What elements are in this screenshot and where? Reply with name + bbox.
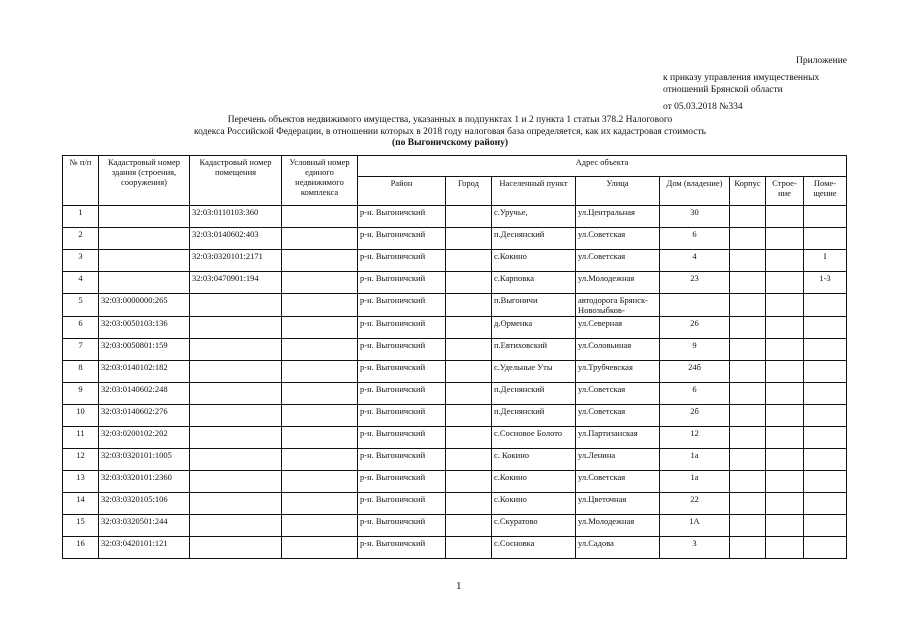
pomeshchenie-cell [804, 537, 847, 559]
settlement-cell: с.Скуратово [492, 515, 576, 537]
stroenie-cell [766, 449, 804, 471]
street-cell: ул.Советская [576, 383, 660, 405]
table-row [63, 537, 847, 559]
district-cell: р-н. Выгоничский [358, 294, 446, 317]
district-cell: р-н. Выгоничский [358, 427, 446, 449]
table-row [63, 515, 847, 537]
table-row [63, 228, 847, 250]
district-cell: р-н. Выгоничский [358, 250, 446, 272]
settlement-cell: с.Кокино [492, 471, 576, 493]
house-cell: 1а [660, 471, 730, 493]
row-number: 12 [63, 449, 99, 471]
cad-room-cell [190, 405, 282, 427]
stroenie-cell [766, 272, 804, 294]
row-number: 7 [63, 339, 99, 361]
cad-building-cell: 32:03:0320105:106 [99, 493, 190, 515]
district-cell: р-н. Выгоничский [358, 228, 446, 250]
cond-num-cell [282, 493, 358, 515]
city-cell [446, 449, 492, 471]
table-row [63, 383, 847, 405]
korpus-cell [730, 471, 766, 493]
cad-building-cell: 32:03:0200102:202 [99, 427, 190, 449]
pomeshchenie-cell [804, 206, 847, 228]
header-row [63, 156, 847, 177]
col-city: Город [446, 177, 492, 206]
cad-building-cell: 32:03:0050103:136 [99, 317, 190, 339]
cad-room-cell [190, 294, 282, 317]
row-number: 1 [63, 206, 99, 228]
korpus-cell [730, 339, 766, 361]
order-date: от 05.03.2018 №334 [663, 102, 743, 112]
pomeshchenie-cell [804, 228, 847, 250]
cond-num-cell [282, 427, 358, 449]
stroenie-cell [766, 317, 804, 339]
row-number: 10 [63, 405, 99, 427]
cond-num-cell [282, 405, 358, 427]
cad-building-cell [99, 272, 190, 294]
stroenie-cell [766, 294, 804, 317]
korpus-cell [730, 361, 766, 383]
cad-building-cell [99, 250, 190, 272]
pomeshchenie-cell [804, 427, 847, 449]
table-row [63, 493, 847, 515]
table-row [63, 250, 847, 272]
house-cell: 2б [660, 405, 730, 427]
district-cell: р-н. Выгоничский [358, 206, 446, 228]
cond-num-cell [282, 250, 358, 272]
cond-num-cell [282, 228, 358, 250]
korpus-cell [730, 228, 766, 250]
col-settlement: Населенный пункт [492, 177, 576, 206]
korpus-cell [730, 294, 766, 317]
pomeshchenie-cell [804, 515, 847, 537]
city-cell [446, 294, 492, 317]
korpus-cell [730, 427, 766, 449]
cad-room-cell [190, 383, 282, 405]
cond-num-cell [282, 449, 358, 471]
korpus-cell [730, 206, 766, 228]
settlement-cell: с.Удельные Уты [492, 361, 576, 383]
district-cell: р-н. Выгоничский [358, 405, 446, 427]
pomeshchenie-cell [804, 294, 847, 317]
street-cell: ул.Советская [576, 250, 660, 272]
settlement-cell: с.Карповка [492, 272, 576, 294]
stroenie-cell [766, 405, 804, 427]
col-stroenie: Строе-ние [766, 177, 804, 206]
pomeshchenie-cell [804, 339, 847, 361]
row-number: 13 [63, 471, 99, 493]
col-house: Дом (владение) [660, 177, 730, 206]
stroenie-cell [766, 471, 804, 493]
table-row [63, 449, 847, 471]
house-cell: 6 [660, 228, 730, 250]
settlement-cell: д.Орменка [492, 317, 576, 339]
street-cell: ул.Советская [576, 405, 660, 427]
street-cell: ул.Центральная [576, 206, 660, 228]
settlement-cell: п.Деснянский [492, 228, 576, 250]
pomeshchenie-cell [804, 471, 847, 493]
table-row [63, 361, 847, 383]
col-pomeshchenie: Поме-щение [804, 177, 847, 206]
house-cell: 22 [660, 493, 730, 515]
street-cell: автодорога Брянск-Новозыбков- [576, 294, 660, 317]
house-cell: 9 [660, 339, 730, 361]
col-cad-room: Кадастровый номер помещения [190, 156, 282, 206]
pomeshchenie-cell [804, 449, 847, 471]
cond-num-cell [282, 383, 358, 405]
stroenie-cell [766, 383, 804, 405]
col-street: Улица [576, 177, 660, 206]
city-cell [446, 471, 492, 493]
district-cell: р-н. Выгоничский [358, 339, 446, 361]
cad-building-cell: 32:03:0050801:159 [99, 339, 190, 361]
district-cell: р-н. Выгоничский [358, 471, 446, 493]
cad-building-cell [99, 228, 190, 250]
settlement-cell: с.Сосновка [492, 537, 576, 559]
row-number: 14 [63, 493, 99, 515]
row-number: 16 [63, 537, 99, 559]
cad-building-cell: 32:03:0320101:1005 [99, 449, 190, 471]
city-cell [446, 405, 492, 427]
settlement-cell: п.Евтиховский [492, 339, 576, 361]
house-cell: 1А [660, 515, 730, 537]
korpus-cell [730, 383, 766, 405]
district-cell: р-н. Выгоничский [358, 383, 446, 405]
stroenie-cell [766, 515, 804, 537]
district-cell: р-н. Выгоничский [358, 515, 446, 537]
house-cell: 1а [660, 449, 730, 471]
cond-num-cell [282, 515, 358, 537]
cad-room-cell [190, 427, 282, 449]
table-row [63, 206, 847, 228]
house-cell: 23 [660, 272, 730, 294]
pomeshchenie-cell [804, 361, 847, 383]
korpus-cell [730, 515, 766, 537]
row-number: 2 [63, 228, 99, 250]
cond-num-cell [282, 206, 358, 228]
city-cell [446, 228, 492, 250]
house-cell [660, 294, 730, 317]
district-cell: р-н. Выгоничский [358, 361, 446, 383]
cond-num-cell [282, 471, 358, 493]
pomeshchenie-cell [804, 383, 847, 405]
settlement-cell: п.Выгоничи [492, 294, 576, 317]
street-cell: ул.Трубчевская [576, 361, 660, 383]
pomeshchenie-cell [804, 405, 847, 427]
row-number: 5 [63, 294, 99, 317]
table-row [63, 272, 847, 294]
house-cell: 26 [660, 317, 730, 339]
city-cell [446, 206, 492, 228]
city-cell [446, 317, 492, 339]
cad-room-cell [190, 449, 282, 471]
settlement-cell: п.Деснянский [492, 405, 576, 427]
district-cell: р-н. Выгоничский [358, 317, 446, 339]
cond-num-cell [282, 272, 358, 294]
cond-num-cell [282, 361, 358, 383]
house-cell: 30 [660, 206, 730, 228]
cad-room-cell [190, 317, 282, 339]
table-row [63, 427, 847, 449]
settlement-cell: с.Кокино [492, 250, 576, 272]
cad-building-cell: 32:03:0140602:248 [99, 383, 190, 405]
korpus-cell [730, 272, 766, 294]
col-address: Адрес объекта [358, 156, 847, 177]
pomeshchenie-cell: I [804, 250, 847, 272]
city-cell [446, 339, 492, 361]
row-number: 4 [63, 272, 99, 294]
page-number: 1 [456, 580, 462, 592]
street-cell: ул.Соловьиная [576, 339, 660, 361]
street-cell: ул.Советская [576, 471, 660, 493]
district-cell: р-н. Выгоничский [358, 272, 446, 294]
cad-building-cell: 32:03:0320501:244 [99, 515, 190, 537]
city-cell [446, 427, 492, 449]
street-cell: ул.Партизанская [576, 427, 660, 449]
korpus-cell [730, 250, 766, 272]
stroenie-cell [766, 206, 804, 228]
district-cell: р-н. Выгоничский [358, 493, 446, 515]
korpus-cell [730, 317, 766, 339]
cond-num-cell [282, 537, 358, 559]
city-cell [446, 493, 492, 515]
title-line-3: (по Выгоничскому району) [391, 138, 509, 148]
house-cell: 4 [660, 250, 730, 272]
cad-room-cell [190, 493, 282, 515]
pomeshchenie-cell: 1-3 [804, 272, 847, 294]
title-line-1: Перечень объектов недвижимого имущества, указанных в подпунктах 1 и 2 пункта 1 статьи 378.2 Налогового [227, 115, 673, 125]
cad-room-cell [190, 339, 282, 361]
col-cad-building: Кадастровый номер здания (строения, сооружения) [99, 156, 190, 206]
cad-room-cell [190, 537, 282, 559]
street-cell: ул.Северная [576, 317, 660, 339]
cond-num-cell [282, 339, 358, 361]
street-cell: ул.Советская [576, 228, 660, 250]
street-cell: ул.Цветочная [576, 493, 660, 515]
street-cell: ул.Садова [576, 537, 660, 559]
document-title [150, 115, 750, 150]
cad-building-cell: 32:03:0140602:276 [99, 405, 190, 427]
cad-room-cell [190, 361, 282, 383]
house-cell: 12 [660, 427, 730, 449]
cond-num-cell [282, 294, 358, 317]
title-line-2: кодекса Российской Федерации, в отношении которых в 2018 году налоговая база определяется, как их кадастровая стоимость [194, 126, 706, 137]
cad-building-cell [99, 206, 190, 228]
stroenie-cell [766, 361, 804, 383]
table-row [63, 339, 847, 361]
stroenie-cell [766, 493, 804, 515]
settlement-cell: п.Деснянский [492, 383, 576, 405]
table-row [63, 471, 847, 493]
pomeshchenie-cell [804, 493, 847, 515]
col-district: Район [358, 177, 446, 206]
row-number: 3 [63, 250, 99, 272]
row-number: 9 [63, 383, 99, 405]
cad-room-cell: 32:03:0110103:360 [190, 206, 282, 228]
house-cell: 3 [660, 537, 730, 559]
cad-building-cell: 32:03:0000000:265 [99, 294, 190, 317]
street-cell: ул.Ленина [576, 449, 660, 471]
house-cell: 24б [660, 361, 730, 383]
order-reference [663, 72, 823, 96]
cad-room-cell: 32:03:0320101:2171 [190, 250, 282, 272]
pomeshchenie-cell [804, 317, 847, 339]
appendix-label: Приложение [796, 56, 847, 66]
row-number: 8 [63, 361, 99, 383]
stroenie-cell [766, 427, 804, 449]
property-table [62, 155, 847, 559]
col-cond-num: Условный номер единого недвижимого комплекса [282, 156, 358, 206]
stroenie-cell [766, 537, 804, 559]
row-number: 6 [63, 317, 99, 339]
korpus-cell [730, 493, 766, 515]
district-cell: р-н. Выгоничский [358, 449, 446, 471]
district-cell: р-н. Выгоничский [358, 537, 446, 559]
city-cell [446, 383, 492, 405]
stroenie-cell [766, 250, 804, 272]
stroenie-cell [766, 228, 804, 250]
korpus-cell [730, 405, 766, 427]
cad-room-cell: 32:03:0470901:194 [190, 272, 282, 294]
col-korpus: Корпус [730, 177, 766, 206]
cond-num-cell [282, 317, 358, 339]
cad-room-cell [190, 471, 282, 493]
cad-building-cell: 32:03:0420101:121 [99, 537, 190, 559]
table-row [63, 405, 847, 427]
city-cell [446, 250, 492, 272]
city-cell [446, 361, 492, 383]
row-number: 15 [63, 515, 99, 537]
settlement-cell: с.Уручье, [492, 206, 576, 228]
street-cell: ул.Молодежная [576, 515, 660, 537]
house-cell: 6 [660, 383, 730, 405]
street-cell: ул.Молодежная [576, 272, 660, 294]
cad-building-cell: 32:03:0140102:182 [99, 361, 190, 383]
cad-room-cell [190, 515, 282, 537]
order-line-2: отношений Брянской области [663, 85, 783, 95]
cad-room-cell: 32:03:0140602:403 [190, 228, 282, 250]
order-line-1: к приказу управления имущественных [663, 73, 820, 83]
korpus-cell [730, 449, 766, 471]
col-num: № п/п [63, 156, 99, 206]
stroenie-cell [766, 339, 804, 361]
row-number: 11 [63, 427, 99, 449]
table-body [63, 206, 847, 559]
table-row [63, 294, 847, 317]
korpus-cell [730, 537, 766, 559]
cad-building-cell: 32:03:0320101:2360 [99, 471, 190, 493]
settlement-cell: с.Сосновое Болото [492, 427, 576, 449]
city-cell [446, 537, 492, 559]
settlement-cell: с.Кокино [492, 493, 576, 515]
city-cell [446, 515, 492, 537]
settlement-cell: с. Кокино [492, 449, 576, 471]
table-row [63, 317, 847, 339]
city-cell [446, 272, 492, 294]
